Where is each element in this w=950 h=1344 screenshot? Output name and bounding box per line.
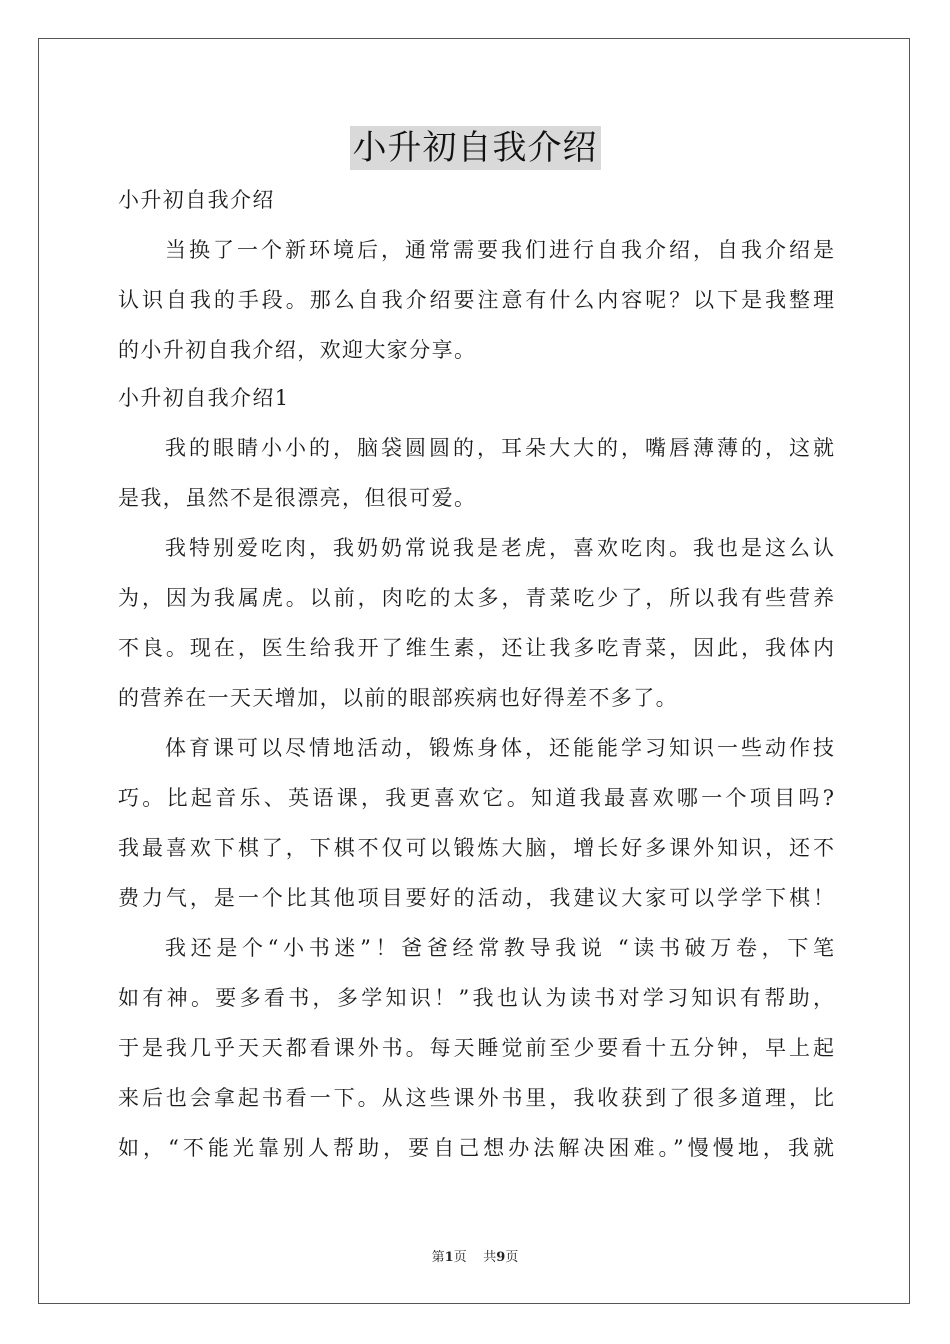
- body-line: 为，因为我属虎。以前，肉吃的太多，青菜吃少了，所以我有些营养: [118, 586, 834, 610]
- page-footer: [0, 1246, 950, 1265]
- page-border: [38, 38, 910, 1304]
- body-line: 巧。比起音乐、英语课，我更喜欢它。知道我最喜欢哪一个项目吗?: [118, 786, 834, 810]
- body-line: 如有神。要多看书，多学知识！”我也认为读书对学习知识有帮助，: [118, 986, 834, 1010]
- body-line: 费力气，是一个比其他项目要好的活动，我建议大家可以学学下棋！: [118, 886, 834, 910]
- body-line: 如，“不能光靠别人帮助，要自己想办法解决困难。”慢慢地，我就: [118, 1136, 834, 1160]
- body-line: 的小升初自我介绍，欢迎大家分享。: [118, 338, 477, 362]
- document-title: 小升初自我介绍: [350, 126, 601, 170]
- body-line: 小升初自我介绍: [118, 188, 275, 212]
- body-line: 小升初自我介绍1: [118, 386, 290, 410]
- body-line: 当换了一个新环境后，通常需要我们进行自我介绍，自我介绍是: [165, 238, 834, 262]
- footer-page-suffix: 页: [453, 1250, 467, 1265]
- footer-page-number: 1: [444, 1250, 454, 1265]
- body-line: 是我，虽然不是很漂亮，但很可爱。: [118, 486, 477, 510]
- title-container: [0, 126, 950, 170]
- body-line: 来后也会拿起书看一下。从这些课外书里，我收获到了很多道理，比: [118, 1086, 834, 1110]
- body-line: 不良。现在，医生给我开了维生素，还让我多吃青菜，因此，我体内: [118, 636, 834, 660]
- body-line: 的营养在一天天增加，以前的眼部疾病也好得差不多了。: [118, 686, 678, 710]
- body-line: 于是我几乎天天都看课外书。每天睡觉前至少要看十五分钟，早上起: [118, 1036, 834, 1060]
- body-line: 体育课可以尽情地活动，锻炼身体，还能能学习知识一些动作技: [165, 736, 834, 760]
- footer-total-suffix: 页: [505, 1250, 519, 1265]
- body-line: 我最喜欢下棋了，下棋不仅可以锻炼大脑，增长好多课外知识，还不: [118, 836, 834, 860]
- body-line: 我的眼睛小小的，脑袋圆圆的，耳朵大大的，嘴唇薄薄的，这就: [165, 436, 834, 460]
- body-line: 我特别爱吃肉，我奶奶常说我是老虎，喜欢吃肉。我也是这么认: [165, 536, 834, 560]
- body-line: 认识自我的手段。那么自我介绍要注意有什么内容呢？以下是我整理: [118, 288, 834, 312]
- footer-total-pages: 9: [496, 1250, 506, 1265]
- footer-total-prefix: 共: [483, 1250, 497, 1265]
- body-line: 我还是个“小书迷”！爸爸经常教导我说 “读书破万卷，下笔: [165, 936, 834, 960]
- footer-page-prefix: 第: [431, 1250, 445, 1265]
